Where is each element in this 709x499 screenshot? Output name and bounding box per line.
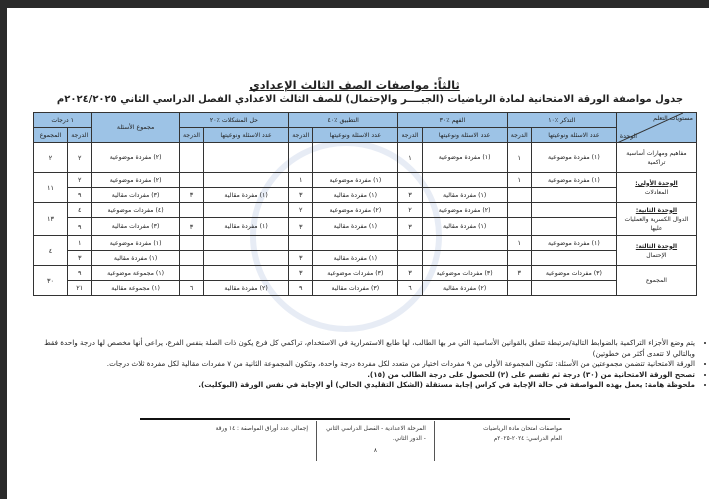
recall-questions: (١) مفردة موضوعية xyxy=(531,143,616,173)
application-grade: ١ xyxy=(289,173,313,188)
grade-value: ٢ xyxy=(68,173,92,188)
grade-value: ٣ xyxy=(68,251,92,266)
application-grade xyxy=(289,143,313,173)
unit-cell xyxy=(616,203,696,236)
corner-top-label: مستويات التعلم xyxy=(653,115,693,122)
recall-grade: ١ xyxy=(507,173,531,188)
corner-bottom-label: الوحدة xyxy=(619,133,637,140)
recall-grade xyxy=(507,203,531,218)
grade-value: ١ xyxy=(68,236,92,251)
notes-list xyxy=(30,338,709,391)
problem-questions: (٢) مفردة مقالية xyxy=(204,281,289,296)
unit-name: مفاهيم ومهارات أساسية تراكمية xyxy=(626,149,687,166)
unit-name: المعادلات xyxy=(644,188,669,196)
recall-questions xyxy=(531,188,616,203)
problem-questions xyxy=(204,251,289,266)
recall-questions: (١) مفردة موضوعية xyxy=(531,173,616,188)
unit-cell xyxy=(616,266,696,296)
document-subtitle: جدول مواصفة الورقة الامتحانية لمادة الرياضيات (الجبــــر والإحتمال) للصف الثالث الاعدادي الفصل الدراسي الثاني ٢٠٢٤/٢٠٢٥م xyxy=(56,94,684,105)
problem-grade xyxy=(179,143,203,173)
specification-table xyxy=(33,112,697,296)
total-col-header: المجموع xyxy=(34,128,68,143)
application-questions: (١) مفردة موضوعية xyxy=(313,173,398,188)
questions-sum: (٢) مفردة موضوعية xyxy=(92,143,179,173)
table-row xyxy=(34,251,697,266)
application-questions: (٣) مفردات مقالية xyxy=(313,281,398,296)
understanding-questions: (١) مفردة موضوعية xyxy=(422,143,507,173)
page-footer xyxy=(190,421,570,461)
sub-header-questions: عدد الاسئلة ونوعيتها xyxy=(422,128,507,143)
level-header-problem-solving: حل المشكلات ٪٢٠ xyxy=(179,113,288,128)
recall-questions: (١) مفردة موضوعية xyxy=(531,236,616,251)
total-value: ١١ xyxy=(34,173,68,203)
unit-cell xyxy=(616,173,696,203)
sub-header-questions: عدد الاسئلة ونوعيتها xyxy=(313,128,398,143)
note-item: • يتم وضع الأجزاء التراكمية بالضوابط التالية/مرتبطة تتعلق بالقوانين الأساسية التي مر بها الطالب، لها طابع الاستمرارية في الاستخدام، تراكمي كل فرع يكون ذات الصلة بنفس الفرع، يراعى أنها مخصص لها درجة واحدة فقط وبالتالي لا تتعدى أكثر من خطوتين) xyxy=(30,338,695,359)
application-grade: ٣ xyxy=(289,251,313,266)
grade-value: ٢١ xyxy=(68,281,92,296)
footer-col-subject xyxy=(435,421,570,461)
understanding-questions xyxy=(422,251,507,266)
questions-sum: (٣) مفردات مقالية xyxy=(92,188,179,203)
problem-questions xyxy=(204,236,289,251)
problem-grade xyxy=(179,203,203,218)
table-row xyxy=(34,143,697,173)
understanding-grade: ٦ xyxy=(398,281,422,296)
understanding-grade xyxy=(398,236,422,251)
note-item: • تصحح الورقة الامتحانية من (٣٠) درجة ثم تقسم على (٢) للحصول على درجة الطالب من (١٥). xyxy=(30,370,695,381)
document-title: ثالثاً: مواصفات الصف الثالث الإعدادي xyxy=(249,78,460,92)
understanding-grade: ٣ xyxy=(398,266,422,281)
table-row xyxy=(34,236,697,251)
application-grade xyxy=(289,236,313,251)
understanding-questions xyxy=(422,236,507,251)
table-row-total xyxy=(34,266,697,281)
application-questions: (٣) مفردات موضوعية xyxy=(313,266,398,281)
sub-header-questions: عدد الاسئلة ونوعيتها xyxy=(204,128,289,143)
problem-questions: (١) مفردة مقالية xyxy=(204,218,289,236)
problem-grade: ٣ xyxy=(179,188,203,203)
questions-total-header: مجموع الأسئلة xyxy=(92,113,179,143)
recall-grade xyxy=(507,218,531,236)
understanding-questions xyxy=(422,173,507,188)
sub-header-grade: الدرجة xyxy=(179,128,203,143)
unit-cell xyxy=(616,143,696,173)
application-questions xyxy=(313,143,398,173)
unit-title: الوحدة الأولى: xyxy=(635,179,678,187)
sub-header-questions: عدد الاسئلة ونوعيتها xyxy=(531,128,616,143)
total-value: ٤ xyxy=(34,236,68,266)
window-frame-top xyxy=(0,0,709,8)
questions-sum: (١) مجموعة مقالية xyxy=(92,281,179,296)
problem-questions xyxy=(204,143,289,173)
unit-cell xyxy=(616,236,696,266)
note-item: • ملحوظة هامة: يعمل بهذه المواصفة في حالة الإجابة في كراس إجابة مستقلة (الشكل التقليدي الحالي) أو الإجابة في نفس الورقة (البوكليت). xyxy=(30,380,695,391)
problem-questions: (١) مفردة مقالية xyxy=(204,188,289,203)
recall-grade xyxy=(507,281,531,296)
questions-sum: (١) مفردة موضوعية xyxy=(92,236,179,251)
application-questions xyxy=(313,236,398,251)
problem-grade: ٦ xyxy=(179,281,203,296)
unit-name: الإحتمال xyxy=(646,251,667,259)
understanding-questions: (١) مفردة مقالية xyxy=(422,218,507,236)
understanding-questions: (٣) مفردات موضوعية xyxy=(422,266,507,281)
understanding-grade xyxy=(398,251,422,266)
understanding-questions: (٢) مفردة مقالية xyxy=(422,281,507,296)
recall-questions xyxy=(531,203,616,218)
problem-grade xyxy=(179,173,203,188)
problem-questions xyxy=(204,173,289,188)
application-grade: ٣ xyxy=(289,218,313,236)
table-row-total xyxy=(34,281,697,296)
recall-grade xyxy=(507,188,531,203)
recall-grade: ٣ xyxy=(507,266,531,281)
corner-header-cell xyxy=(616,113,696,143)
application-grade: ٢ xyxy=(289,203,313,218)
footer-divider xyxy=(140,418,570,420)
problem-questions xyxy=(204,266,289,281)
grades-header: ١ درجات xyxy=(34,113,92,128)
header-row-levels xyxy=(34,113,697,128)
recall-grade: ١ xyxy=(507,236,531,251)
footer-year-label: العام الدراسي: ٢٠٢٤-٢٠٢٥م xyxy=(493,436,562,442)
understanding-questions: (١) مفردة مقالية xyxy=(422,188,507,203)
page-number: ٨ xyxy=(373,448,377,454)
footer-col-pages xyxy=(190,421,316,461)
unit-name: المجموع xyxy=(645,277,667,284)
sub-header-grade: الدرجة xyxy=(289,128,313,143)
grade-value: ٩ xyxy=(68,218,92,236)
unit-title: الوحدة الثالثة: xyxy=(635,242,678,250)
recall-questions xyxy=(531,281,616,296)
window-frame-left xyxy=(0,0,7,499)
table-row xyxy=(34,188,697,203)
recall-grade: ١ xyxy=(507,143,531,173)
understanding-questions: (٢) مفردة موضوعية xyxy=(422,203,507,218)
recall-questions xyxy=(531,251,616,266)
grade-value: ٤ xyxy=(68,203,92,218)
questions-sum: (٢) مفردة موضوعية xyxy=(92,173,179,188)
total-value: ١٣ xyxy=(34,203,68,236)
footer-pages-label: إجمالي عدد أوراق المواصفة : ١٤ ورقة xyxy=(215,426,308,432)
application-grade: ٩ xyxy=(289,281,313,296)
grade-col-header: الدرجة xyxy=(68,128,92,143)
table-row xyxy=(34,218,697,236)
problem-grade xyxy=(179,236,203,251)
questions-sum: (٣) مفردات مقالية xyxy=(92,218,179,236)
problem-questions xyxy=(204,203,289,218)
note-item: • الورقة الامتحانية تتضمن مجموعتين من الأسئلة: تتكون المجموعة الأولى من ٩ مفردات اختيار من متعدد لكل مفردة درجة واحدة، وتتكون المجموعة الثانية من ٧ مفردات مقالية لكل مفردة ثلاث درجات. xyxy=(30,359,695,370)
footer-subject-label: مواصفات امتحان مادة الرياضيات xyxy=(483,426,562,432)
recall-questions: (٣) مفردات موضوعية xyxy=(531,266,616,281)
understanding-grade xyxy=(398,173,422,188)
problem-grade: ٣ xyxy=(179,218,203,236)
understanding-grade: ٣ xyxy=(398,218,422,236)
understanding-grade: ١ xyxy=(398,143,422,173)
questions-sum: (١) مفردة مقالية xyxy=(92,251,179,266)
level-header-recall: التذكر ٪١٠ xyxy=(507,113,616,128)
unit-name: الدوال الكسرية والعمليات عليها xyxy=(624,215,689,232)
application-questions: (١) مفردة مقالية xyxy=(313,218,398,236)
questions-sum: (١) مجموعة موضوعية xyxy=(92,266,179,281)
grade-value: ٩ xyxy=(68,266,92,281)
application-grade: ٣ xyxy=(289,188,313,203)
application-questions: (١) مفردة مقالية xyxy=(313,188,398,203)
level-header-understanding: الفهم ٪٣٠ xyxy=(398,113,507,128)
problem-grade xyxy=(179,266,203,281)
recall-questions xyxy=(531,218,616,236)
understanding-grade: ٣ xyxy=(398,188,422,203)
sub-header-grade: الدرجة xyxy=(507,128,531,143)
table-row xyxy=(34,203,697,218)
total-value: ٣٠ xyxy=(34,266,68,296)
application-questions: (١) مفردة مقالية xyxy=(313,251,398,266)
footer-round-label: - الدور الثاني. xyxy=(392,436,426,442)
recall-grade xyxy=(507,251,531,266)
sub-header-grade: الدرجة xyxy=(398,128,422,143)
level-header-application: التطبيق ٪٤٠ xyxy=(289,113,398,128)
application-grade: ٣ xyxy=(289,266,313,281)
unit-title: الوحدة الثانية: xyxy=(635,206,678,214)
application-questions: (٢) مفردة موضوعية xyxy=(313,203,398,218)
problem-grade xyxy=(179,251,203,266)
footer-stage-label: المرحلة الاعدادية - الفصل الدراسي الثاني xyxy=(326,426,426,432)
table-row xyxy=(34,173,697,188)
total-value: ٢ xyxy=(34,143,68,173)
grade-value: ٩ xyxy=(68,188,92,203)
understanding-grade: ٢ xyxy=(398,203,422,218)
footer-col-stage xyxy=(316,421,435,461)
questions-sum: (٤) مفردات موضوعية xyxy=(92,203,179,218)
grade-value: ٢ xyxy=(68,143,92,173)
